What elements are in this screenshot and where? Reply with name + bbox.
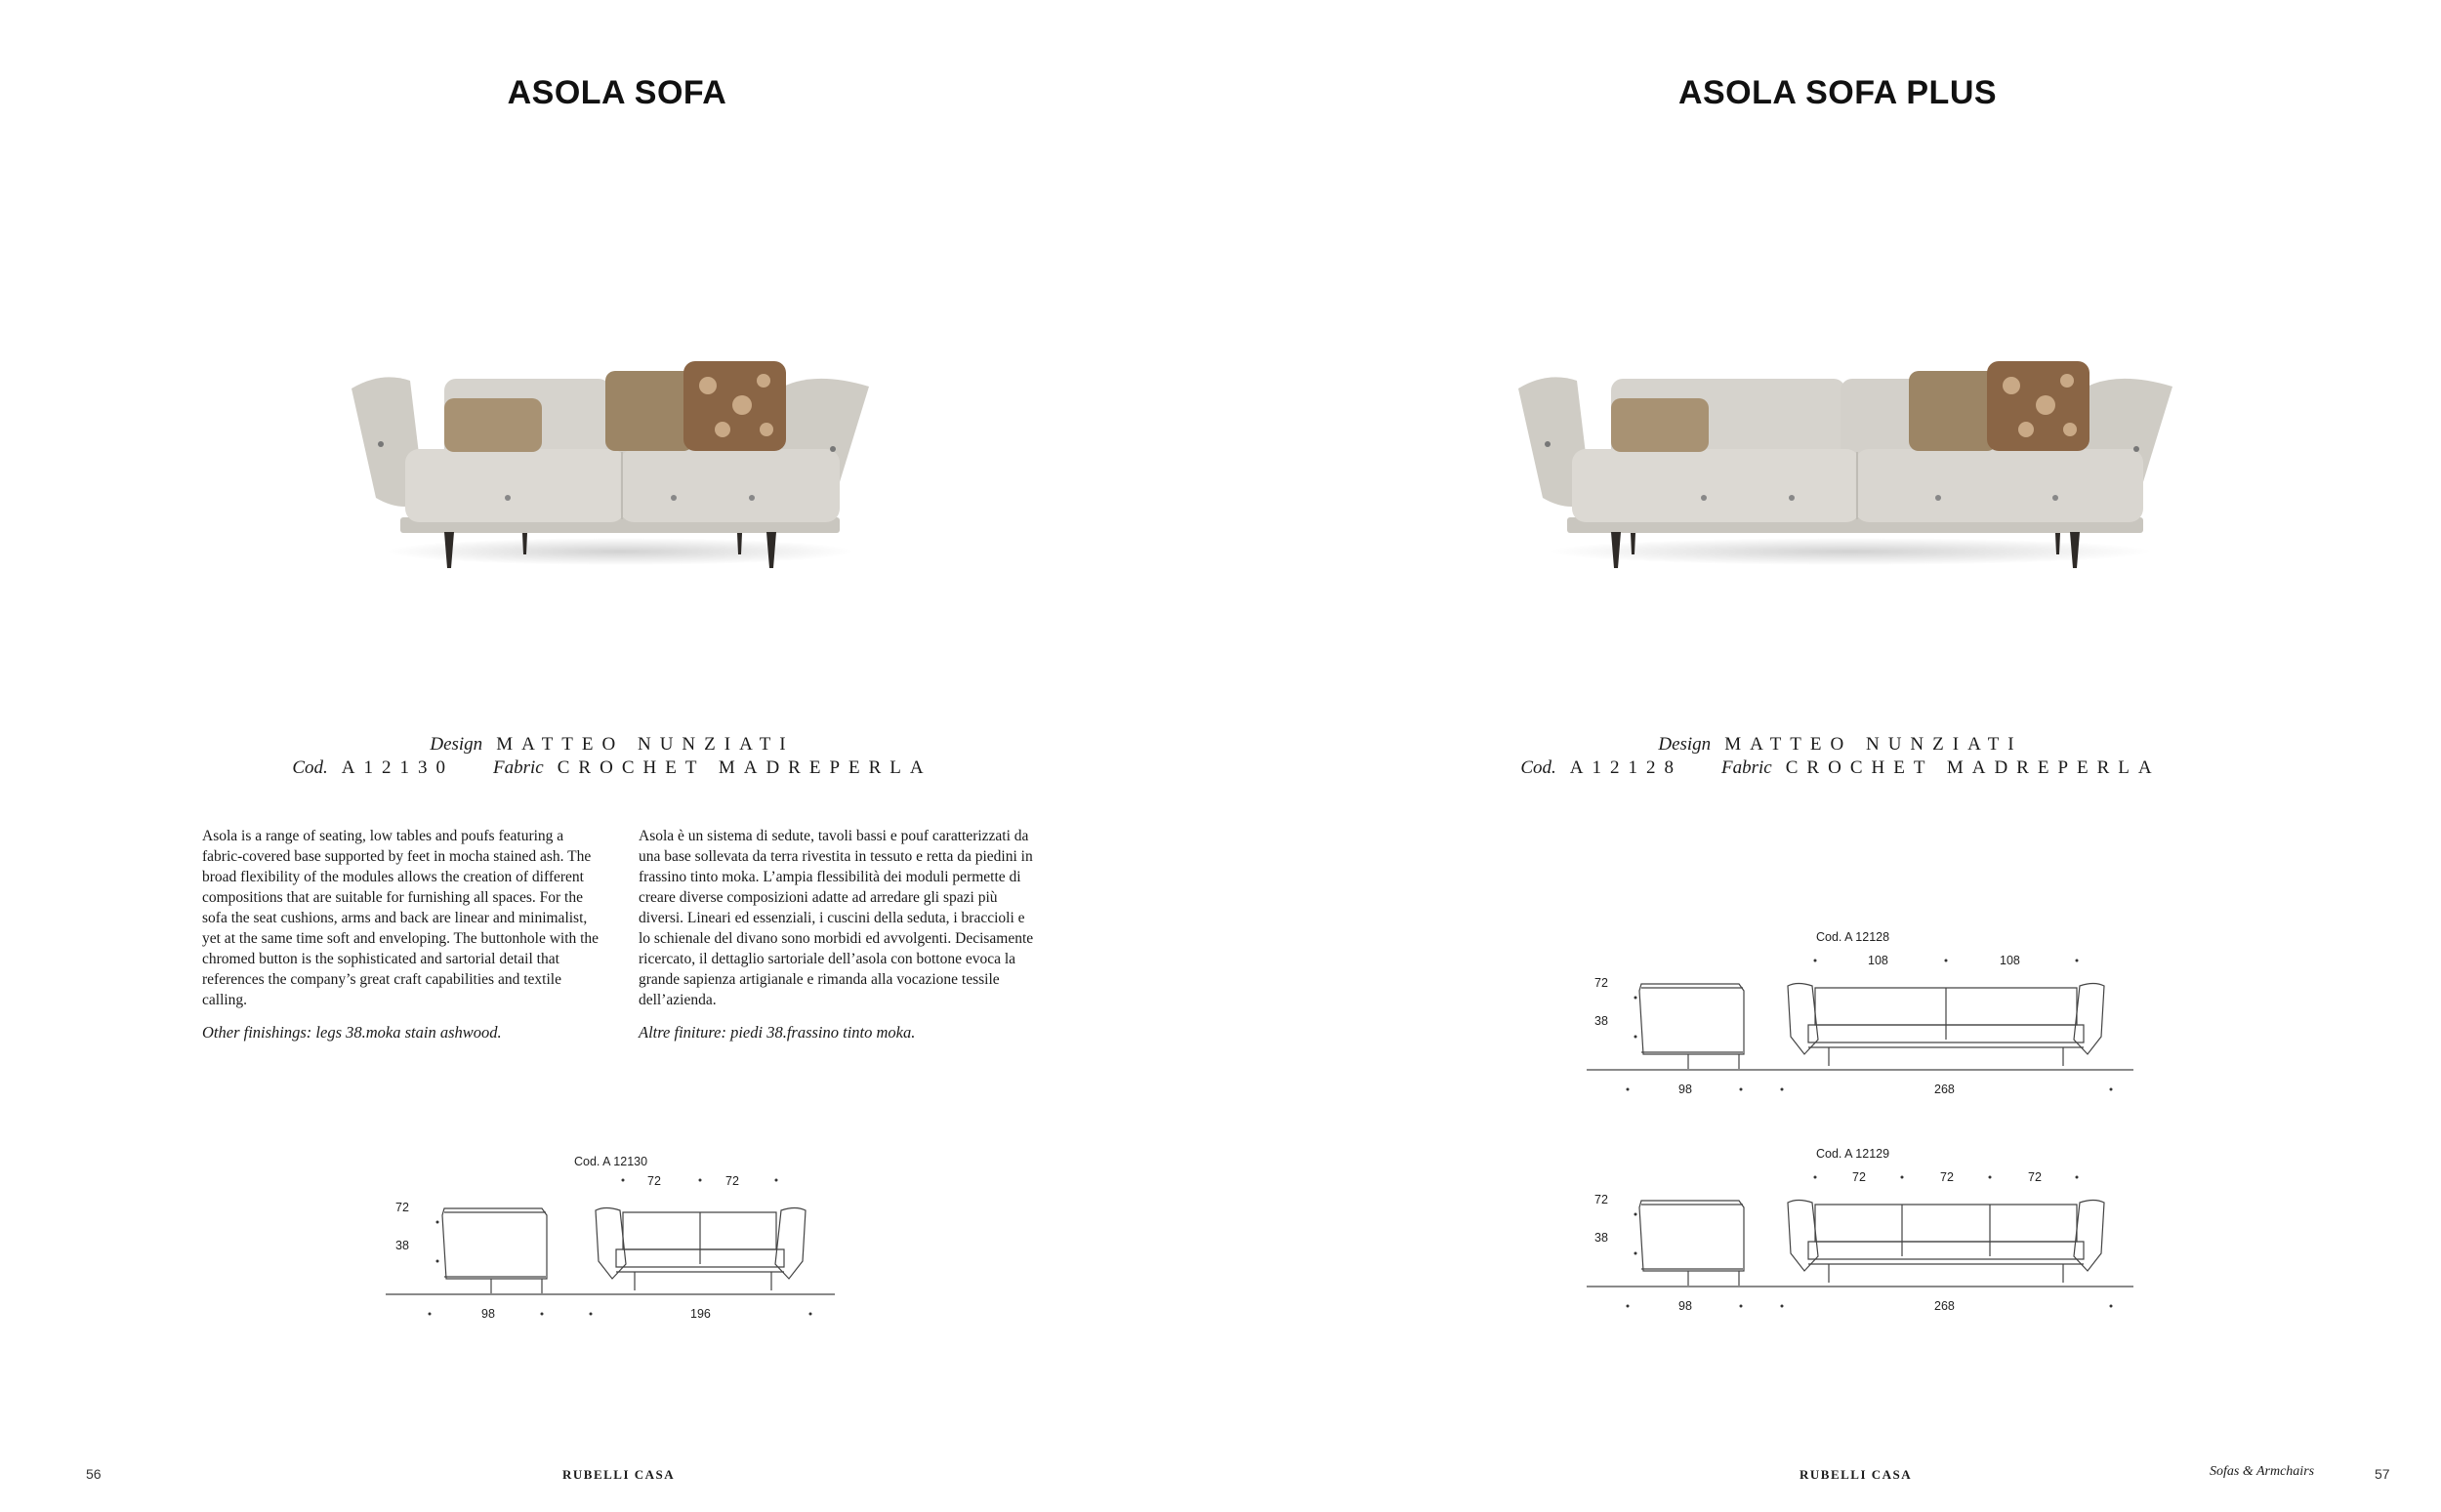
technical-drawing-a12128 xyxy=(1587,927,2133,1103)
seat-width-label: 72 xyxy=(1852,1170,1866,1184)
design-label: Design xyxy=(1658,734,1712,755)
design-credit xyxy=(1352,734,2329,756)
fabric-label: Fabric xyxy=(1721,757,1772,778)
seat-width-label: 72 xyxy=(647,1174,661,1188)
height-label: 72 xyxy=(1594,976,1608,990)
product-code: A12128 xyxy=(1569,757,1683,778)
width-label: 196 xyxy=(690,1307,711,1321)
cod-label: Cod. xyxy=(292,757,328,778)
other-finishings: Altre finiture: piedi 38.frassino tinto moka. xyxy=(639,1023,916,1042)
height-label: 72 xyxy=(1594,1193,1608,1206)
description-italian xyxy=(639,826,1039,1054)
width-label: 268 xyxy=(1934,1299,1955,1313)
other-finishings: Other finishings: legs 38.moka stain ashwood. xyxy=(202,1023,502,1042)
drawing-code: Cod. A 12128 xyxy=(1816,930,1890,944)
seat-height-label: 38 xyxy=(1594,1231,1608,1245)
page-number: 56 xyxy=(86,1466,102,1482)
section-name: Sofas & Armchairs xyxy=(2210,1464,2315,1479)
depth-label: 98 xyxy=(1678,1083,1692,1096)
seat-width-label: 108 xyxy=(1868,954,1888,967)
brand-name: RUBELLI CASA xyxy=(562,1467,676,1482)
cod-label: Cod. xyxy=(1520,757,1556,778)
product-code: A12130 xyxy=(341,757,455,778)
technical-drawing-a12129 xyxy=(1587,1144,2133,1320)
depth-label: 98 xyxy=(1678,1299,1692,1313)
height-label: 72 xyxy=(395,1201,409,1214)
designer-name: MATTEO NUNZIATI xyxy=(496,734,795,755)
brand-name: RUBELLI CASA xyxy=(1800,1467,1913,1482)
seat-width-label: 72 xyxy=(2028,1170,2042,1184)
description-english xyxy=(202,826,602,1054)
width-label: 268 xyxy=(1934,1083,1955,1096)
depth-label: 98 xyxy=(481,1307,495,1321)
fabric-label: Fabric xyxy=(493,757,544,778)
design-label: Design xyxy=(430,734,483,755)
seat-width-label: 108 xyxy=(2000,954,2020,967)
page-title: ASOLA SOFA xyxy=(507,74,727,111)
technical-drawing-a12130 xyxy=(386,1152,845,1328)
design-credit xyxy=(124,734,1100,756)
product-code-line xyxy=(124,757,1100,779)
seat-width-label: 72 xyxy=(725,1174,739,1188)
sofa-plus-photo xyxy=(1509,351,2192,586)
description-text: Asola è un sistema di sedute, tavoli bassi e pouf caratterizzati da una base sollevata da terra rivestita in tessuto e retta da piedini in frassino tinto moka. L’ampia flessibilità dei moduli permette di creare diverse composizioni adatte ad arredare gli spazi più diversi. Lineari ed essenziali, i cuscini della seduta, i braccioli e lo schienale del divano sono morbidi ed avvolgenti. Decisamente ricercato, il dettaglio sartoriale dell’asola con bottone evoca la grande sapienza artigianale e rimanda alla vocazione tessile dell’azienda. xyxy=(639,828,1034,1008)
designer-name: MATTEO NUNZIATI xyxy=(1724,734,2023,755)
seat-height-label: 38 xyxy=(1594,1014,1608,1028)
description-text: Asola is a range of seating, low tables and poufs featuring a fabric-covered base supported by feet in mocha stained ash. The broad flexibility of the modules allows the creation of different compositions that are suitable for furnishing all spaces. For the sofa the seat cushions, arms and back are linear and minimalist, yet at the same time soft and enveloping. The buttonhole with the chromed button is the sophisticated and sartorial detail that references the company’s great craft capabilities and textile calling. xyxy=(202,828,600,1008)
product-code-line xyxy=(1352,757,2329,779)
drawing-code: Cod. A 12130 xyxy=(574,1155,648,1168)
fabric-name: CROCHET MADREPERLA xyxy=(1785,757,2161,778)
sofa-photo xyxy=(342,351,889,586)
fabric-name: CROCHET MADREPERLA xyxy=(557,757,932,778)
seat-width-label: 72 xyxy=(1940,1170,1954,1184)
page-title: ASOLA SOFA PLUS xyxy=(1677,74,1998,111)
drawing-code: Cod. A 12129 xyxy=(1816,1147,1890,1161)
page-number: 57 xyxy=(2375,1466,2390,1482)
seat-height-label: 38 xyxy=(395,1239,409,1252)
